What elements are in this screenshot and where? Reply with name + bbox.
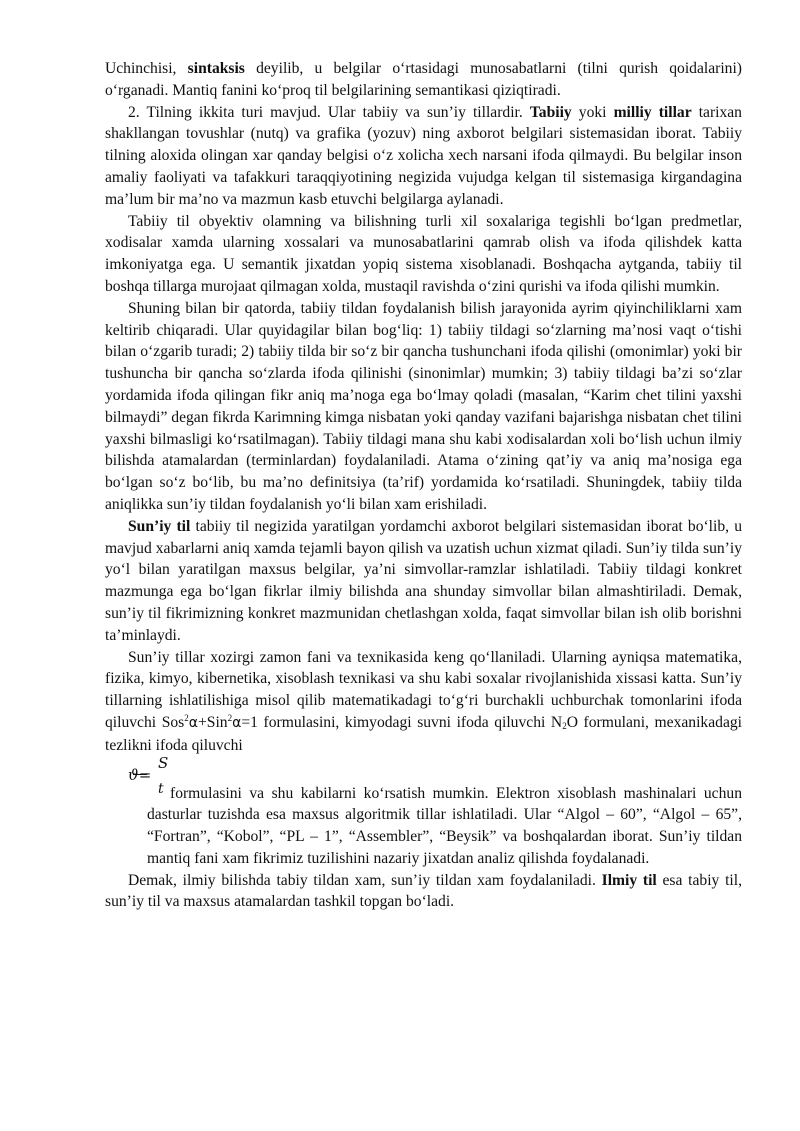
term-suniy-til: Sun’iy til bbox=[128, 517, 191, 535]
paragraph-syntax bbox=[105, 58, 742, 102]
text: O formulani, mexanikadagi tezlikni ifoda qiluvchi bbox=[105, 713, 742, 754]
alpha-symbol: α bbox=[232, 714, 242, 731]
fraction-denominator: t bbox=[158, 780, 164, 797]
paragraph-natural-language: Tabiiy til obyektiv olamning va bilishning turli xil soxalariga tegishli bo‘lgan predmetlar, xodisalar xamda ularning xossalari va munosabatlarini qamrab olish va ifoda qilishdek katta imkoniyatga ega. U semantik jixatdan yopiq sistema xisoblanadi. Boshqacha aytganda, tabiiy til boshqa tillarga murojaat qilmagan xolda, mustaqil ravishda o‘zini qurishi va ifoda qilishi mumkin. bbox=[105, 212, 742, 295]
text: =1 formulasini, kimyodagi suvni ifoda qiluvchi N bbox=[241, 713, 563, 731]
text: formulasini va shu kabilarni ko‘rsatish mumkin. Elektron xisoblash mashinalari uchun dasturlar tuzishda esa maxsus algoritmik tillar ishlatiladi. Ular “Algol – 60”, “Algol – 65”, “Fortran”, “Kobol”, “PL – 1”, “Assembler”, “Beysik” va boshqalardan iborat. Sun’iy tildan mantiq fani xam fikrimiz tuzilishini nazariy jixatdan analiz qilishda foydalanadi. bbox=[147, 784, 742, 867]
paragraph-language-types bbox=[105, 102, 742, 211]
paragraph-artificial-usage bbox=[105, 647, 742, 870]
term-ilmiy-til: Ilmiy til bbox=[601, 871, 657, 889]
paragraph-difficulties: Shuning bilan bir qatorda, tabiiy tildan foydalanish bilish jarayonida ayrim qiyinchiliklarni xam keltirib chiqaradi. Ular quyidagilar bilan bog‘liq: 1) tabiiy tildagi so‘zlarning ma’nosi vaqt o‘tishi bilan o‘zgarib turadi; 2) tabiiy tilda bir so‘z bir qancha tushunchani ifoda qilishi (omonimlar) yoki bir tushuncha bir qancha so‘zlarda ifoda qilinishi (sinonimlar) mumkin; 3) tabiiy tildagi ba’zi so‘zlar yordamida ifoda qilingan fikr aniq ma’noga ega bo‘lmay qoladi (masalan, “Karim chet tilini yaxshi bilmaydi” degan fikrda Karimning kimga nisbatan yoki qanday vazifani bajarishga nisbatan chet tilini yaxshi bilmasligi ko‘rsatilmagan). Tabiiy tildagi mana shu kabi xodisalardan xoli bo‘lish uchun ilmiy bilishda atamalardan (terminlardan) foydalaniladi. Atama o‘zining qat’iy va aniq ma’nosiga ega bo‘lgan so‘z bo‘lib, bu ma’no definitsiya (ta’rif) yordamida ko‘rsatiladi. Shuningdek, tabiiy tilda aniqlikka sun’iy tildan foydalanish yo‘li bilan xam erishiladi. bbox=[105, 299, 742, 513]
velocity-formula bbox=[105, 753, 742, 801]
subscript: 2 bbox=[562, 720, 567, 731]
text: tarixan shakllangan tovushlar (nutq) va grafika (yozuv) ning axborot belgilari sistemasidan iborat. Tabiiy tilning aloxida olingan xar qanday belgisi o‘z xolicha xech narsani ifoda qilmaydi. Bu belgilar inson amaliy faoliyati va tafakkuri taraqqiyotining negizida vujudga kelgan til sistemasiga kirgandagina ma’lum bir ma’no va mazmun kasb etuvchi belgilarga aylanadi. bbox=[105, 103, 742, 208]
text: +Sin bbox=[197, 713, 228, 731]
paragraph-scientific-language bbox=[105, 870, 742, 914]
paragraph-artificial-language bbox=[105, 516, 742, 647]
term-milliy-tillar: milliy tillar bbox=[613, 103, 692, 121]
text: esa tabiy til, sun’iy til va maxsus atamalardan tashkil topgan bo‘ladi. bbox=[105, 871, 742, 911]
document-page bbox=[105, 58, 742, 913]
text: Sun’iy tillar xozirgi zamon fani va texnikasida keng qo‘llaniladi. Ularning ayniqsa matematika, fizika, kimyo, kibernetika, xisoblash texnikasi va shu kabi soxalar rivojlanishida xissasi katta. Sun’iy tillarning ishlatilishiga misol qilib matematikadagi to‘g‘ri burchakli uchburchak tomonlarini ifoda qiluvchi Sos bbox=[105, 648, 742, 731]
alpha-symbol: α bbox=[188, 714, 198, 731]
text: yoki bbox=[571, 103, 614, 121]
text: deyilib, u belgilar o‘rtasidagi munosabatlarni (tilni qurish qoidalarini) o‘rganadi. Mantiq fanini ko‘proq til belgilarining semantikasi qiziqtiradi. bbox=[105, 60, 742, 99]
text: 2. Tilning ikkita turi mavjud. Ular tabiiy va sun’iy tillardir. bbox=[128, 103, 530, 121]
fraction-bar bbox=[133, 774, 147, 775]
formula-lhs: ϑ= bbox=[128, 765, 152, 784]
superscript: 2 bbox=[227, 712, 233, 723]
fraction-numerator: S bbox=[158, 753, 169, 772]
text: Uchinchisi, bbox=[105, 60, 188, 77]
text: tabiiy til negizida yaratilgan yordamchi axborot belgilari sistemasidan iborat bo‘lib, u mavjud xabarlarni aniq xamda tejamli bayon qilish va uzatish uchun xizmat qiladi. Sun’iy tilda sun’iy yo‘l bilan yaratilgan maxsus belgilar, ya’ni simvollar-ramzlar ishlatiladi. Tabiiy tildagi konkret mazmunga ega bo‘lgan fikrlar ilmiy bilishda ana shunday simvollar bilan almashtiriladi. Demak, sun’iy til fikrimizning konkret mazmunidan chetlashgan xolda, faqat simvollar bilan ish olib borishni ta’minlaydi. bbox=[105, 517, 742, 644]
term-sintaksis: sintaksis bbox=[187, 60, 245, 77]
text: Demak, ilmiy bilishda tabiy tildan xam, sun’iy tildan xam foydalaniladi. bbox=[128, 871, 602, 889]
term-tabiiy: Tabiiy bbox=[529, 103, 572, 121]
superscript: 2 bbox=[184, 712, 189, 723]
